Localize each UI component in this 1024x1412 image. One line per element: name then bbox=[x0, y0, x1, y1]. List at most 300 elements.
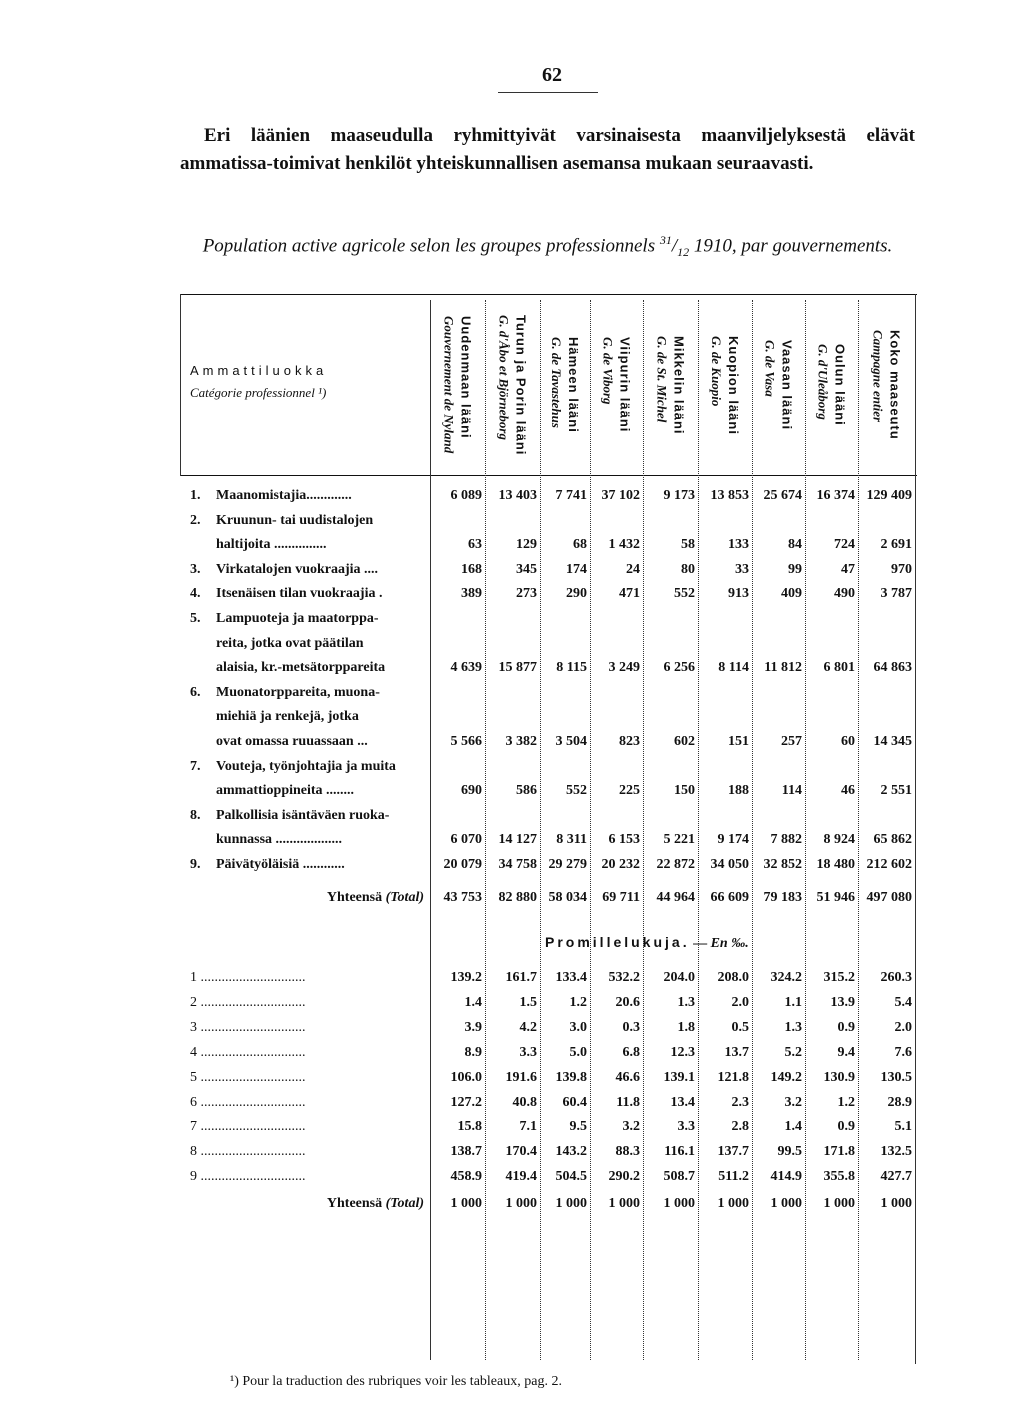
table-cell: 69 711 bbox=[602, 890, 640, 905]
table-cell: 345 bbox=[516, 561, 537, 577]
column-header-fi: Uudenmaan lääni bbox=[458, 316, 474, 440]
row-number: 7. bbox=[190, 758, 201, 774]
table-cell: 15 877 bbox=[498, 660, 537, 676]
table-row bbox=[0, 484, 1024, 508]
table-cell: 139.2 bbox=[450, 970, 482, 985]
table-cell: 290.2 bbox=[608, 1169, 640, 1185]
row-number: 5. bbox=[190, 611, 201, 626]
table-cell: 3 787 bbox=[880, 586, 912, 602]
table-cell: 724 bbox=[834, 537, 855, 553]
table-cell: 66 609 bbox=[710, 890, 749, 905]
row-label: Palkollisia isäntäväen ruoka- bbox=[216, 807, 390, 823]
row-number: 8. bbox=[190, 807, 201, 823]
table-cell: 6.8 bbox=[622, 1044, 640, 1060]
title-french-sup: 31 bbox=[659, 233, 672, 247]
table-cell: 8 114 bbox=[718, 660, 749, 676]
category-header-fr: Catégorie professionnel ¹) bbox=[190, 385, 327, 400]
column-header-2 bbox=[485, 300, 540, 470]
promille-row bbox=[0, 1041, 1024, 1065]
table-cell: 132.5 bbox=[880, 1144, 912, 1160]
row-label: Kruunun- tai uudistalojen bbox=[216, 512, 374, 528]
table-cell: 552 bbox=[674, 586, 695, 602]
table-cell: 68 bbox=[573, 537, 587, 553]
column-header-fr: G. de Kuopio bbox=[709, 335, 724, 406]
table-cell: 7.1 bbox=[519, 1119, 537, 1135]
column-header-fi: Vaasan lääni bbox=[779, 339, 795, 431]
table-row bbox=[0, 828, 1024, 852]
table-cell: 1 000 bbox=[880, 1196, 912, 1211]
table-cell: 99 bbox=[788, 561, 802, 577]
table-cell: 586 bbox=[516, 783, 537, 799]
table-cell: 4 639 bbox=[450, 660, 482, 676]
table-cell: 191.6 bbox=[505, 1069, 537, 1085]
table-cell: 20 232 bbox=[601, 857, 640, 872]
table-cell: 257 bbox=[781, 734, 802, 749]
table-cell: 4.2 bbox=[519, 1019, 537, 1035]
table-cell: 130.9 bbox=[823, 1069, 855, 1085]
table-cell: 1.4 bbox=[464, 994, 482, 1010]
table-cell: 3.3 bbox=[677, 1119, 695, 1135]
row-label: ammattioppineita ........ bbox=[216, 783, 355, 799]
column-header-text bbox=[441, 316, 475, 453]
row-number: 4. bbox=[190, 586, 201, 602]
table-cell: 14 127 bbox=[498, 832, 537, 848]
table-row-continuation bbox=[0, 681, 1024, 705]
table-cell: 34 758 bbox=[498, 857, 537, 872]
table-cell: 133 bbox=[728, 537, 749, 553]
promille-row-label: 2 .............................. bbox=[190, 994, 306, 1010]
promille-row-label: 9 .............................. bbox=[190, 1169, 306, 1185]
table-cell: 913 bbox=[728, 586, 749, 602]
table-cell: 143.2 bbox=[555, 1144, 587, 1160]
table-cell: 58 034 bbox=[548, 890, 587, 905]
table-cell: 9 174 bbox=[717, 832, 749, 848]
table-cell: 2 691 bbox=[880, 537, 912, 553]
table-cell: 22 872 bbox=[656, 857, 695, 872]
table-cell: 3 249 bbox=[608, 660, 640, 676]
table-cell: 82 880 bbox=[498, 890, 537, 905]
row-number: 6. bbox=[190, 684, 201, 700]
table-cell: 149.2 bbox=[770, 1069, 802, 1085]
column-header-text bbox=[654, 336, 688, 435]
table-cell: 114 bbox=[781, 783, 802, 799]
table-cell: 15.8 bbox=[457, 1119, 482, 1135]
column-header-4 bbox=[590, 300, 643, 470]
table-cell: 5.1 bbox=[894, 1119, 912, 1135]
table-row-continuation bbox=[0, 755, 1024, 779]
table-cell: 13 853 bbox=[710, 488, 749, 503]
table-cell: 504.5 bbox=[555, 1169, 587, 1185]
total-label-fr: (Total) bbox=[385, 890, 424, 905]
table-cell: 8 924 bbox=[823, 832, 855, 848]
column-header-fi: Viipurin lääni bbox=[617, 337, 633, 433]
promille-row-label: 4 .............................. bbox=[190, 1044, 306, 1060]
table-cell: 106.0 bbox=[450, 1069, 482, 1085]
table-cell: 2.0 bbox=[894, 1019, 912, 1035]
table-cell: 139.8 bbox=[555, 1069, 587, 1085]
table-row bbox=[0, 779, 1024, 803]
column-header-fr: Campagne entier bbox=[870, 330, 886, 423]
table-row bbox=[0, 730, 1024, 754]
table-cell: 409 bbox=[781, 586, 802, 602]
table-cell: 11 812 bbox=[764, 660, 802, 676]
table-cell: 1 000 bbox=[770, 1196, 802, 1211]
table-cell: 13.4 bbox=[670, 1094, 695, 1110]
table-cell: 5 221 bbox=[663, 832, 695, 848]
table-cell: 18 480 bbox=[816, 857, 855, 872]
promille-row bbox=[0, 1066, 1024, 1090]
row-number: 1. bbox=[190, 488, 201, 503]
table-cell: 40.8 bbox=[512, 1094, 537, 1110]
row-label: Muonatorppareita, muona- bbox=[216, 684, 380, 700]
column-header-text bbox=[600, 337, 634, 432]
table-top-rule bbox=[180, 294, 917, 295]
total-label-fi: Yhteensä bbox=[326, 890, 383, 905]
row-label: Itsenäisen tilan vuokraajia . bbox=[216, 586, 383, 602]
table-cell: 1.5 bbox=[519, 994, 537, 1010]
row-number: 3. bbox=[190, 561, 201, 577]
table-cell: 427.7 bbox=[880, 1169, 912, 1185]
title-french-sub: 12 bbox=[677, 245, 690, 260]
table-cell: 532.2 bbox=[608, 970, 640, 985]
table-cell: 161.7 bbox=[505, 970, 537, 985]
promille-title-fr: En ‰. bbox=[710, 936, 749, 951]
table-cell: 11.8 bbox=[616, 1094, 640, 1110]
table-cell: 490 bbox=[834, 586, 855, 602]
table-cell: 28.9 bbox=[887, 1094, 912, 1110]
table-cell: 130.5 bbox=[880, 1069, 912, 1085]
table-cell: 32 852 bbox=[763, 857, 802, 872]
table-row bbox=[0, 558, 1024, 582]
promille-title bbox=[545, 934, 749, 952]
column-header-text bbox=[548, 337, 582, 433]
table-cell: 6 089 bbox=[450, 488, 482, 503]
table-cell: 58 bbox=[681, 537, 695, 553]
row-label: reita, jotka ovat päätilan bbox=[216, 635, 364, 651]
table-cell: 5.2 bbox=[784, 1044, 802, 1060]
table-cell: 1.2 bbox=[569, 994, 587, 1010]
table-cell: 7 741 bbox=[555, 488, 587, 503]
table-cell: 970 bbox=[891, 561, 912, 577]
table-cell: 127.2 bbox=[450, 1094, 482, 1110]
column-header-text bbox=[762, 340, 796, 430]
table-cell: 414.9 bbox=[770, 1169, 802, 1185]
table-cell: 46.6 bbox=[615, 1069, 640, 1085]
table-cell: 34 050 bbox=[710, 857, 749, 872]
table-cell: 602 bbox=[674, 734, 695, 749]
table-cell: 260.3 bbox=[880, 970, 912, 985]
table-cell: 13.7 bbox=[724, 1044, 749, 1060]
table-cell: 170.4 bbox=[505, 1144, 537, 1160]
row-label: Vouteja, työnjohtajia ja muita bbox=[216, 758, 396, 774]
table-cell: 37 102 bbox=[601, 488, 640, 503]
table-cell: 80 bbox=[681, 561, 695, 577]
table-cell: 9 173 bbox=[663, 488, 695, 503]
page-number-rule bbox=[498, 92, 598, 93]
column-header-7 bbox=[752, 300, 805, 470]
total-row bbox=[0, 886, 1024, 910]
column-header-fi: Oulun lääni bbox=[832, 344, 848, 426]
table-cell: 2.8 bbox=[731, 1119, 749, 1135]
category-header-fi: Ammattiluokka bbox=[190, 363, 328, 378]
page-number: 62 bbox=[542, 64, 562, 86]
table-cell: 511.2 bbox=[718, 1169, 749, 1185]
table-cell: 12.3 bbox=[670, 1044, 695, 1060]
table-left-border bbox=[180, 294, 181, 476]
table-cell: 1.2 bbox=[837, 1094, 855, 1110]
promille-row bbox=[0, 1115, 1024, 1139]
table-cell: 129 bbox=[516, 537, 537, 553]
table-cell: 419.4 bbox=[505, 1169, 537, 1185]
table-cell: 2 551 bbox=[880, 783, 912, 799]
table-cell: 1 000 bbox=[823, 1196, 855, 1211]
row-label: miehiä ja renkejä, jotka bbox=[216, 709, 359, 725]
table-cell: 3 504 bbox=[555, 734, 587, 749]
table-cell: 20.6 bbox=[615, 994, 640, 1010]
table-cell: 355.8 bbox=[823, 1169, 855, 1185]
column-header-fr: Gouvernement de Nyland bbox=[441, 316, 457, 454]
table-cell: 471 bbox=[619, 586, 640, 602]
table-cell: 3.2 bbox=[622, 1119, 640, 1135]
table-cell: 44 964 bbox=[656, 890, 695, 905]
column-header-6 bbox=[698, 300, 752, 470]
table-cell: 458.9 bbox=[450, 1169, 482, 1185]
table-cell: 3.2 bbox=[784, 1094, 802, 1110]
table-cell: 8.9 bbox=[464, 1044, 482, 1060]
table-cell: 3 382 bbox=[505, 734, 537, 749]
table-cell: 5.4 bbox=[894, 994, 912, 1010]
table-cell: 508.7 bbox=[663, 1169, 695, 1185]
table-cell: 139.1 bbox=[663, 1069, 695, 1085]
table-cell: 7 882 bbox=[770, 832, 802, 848]
column-header-fr: G. de St. Michel bbox=[654, 335, 670, 423]
table-row-continuation bbox=[0, 804, 1024, 828]
row-label: haltijoita ............... bbox=[216, 537, 327, 553]
table-cell: 150 bbox=[674, 783, 695, 799]
column-header-fr: G. de Vasa bbox=[762, 339, 778, 397]
row-number: 9. bbox=[190, 857, 201, 872]
table-cell: 8 115 bbox=[556, 660, 587, 676]
total-label bbox=[206, 886, 424, 910]
table-cell: 88.3 bbox=[615, 1144, 640, 1160]
table-cell: 315.2 bbox=[823, 970, 855, 985]
column-header-fi: Mikkelin lääni bbox=[671, 335, 687, 435]
promille-row-label: 8 .............................. bbox=[190, 1144, 306, 1160]
table-cell: 121.8 bbox=[717, 1069, 749, 1085]
table-cell: 188 bbox=[728, 783, 749, 799]
table-cell: 33 bbox=[735, 561, 749, 577]
table-cell: 324.2 bbox=[770, 970, 802, 985]
table-cell: 6 070 bbox=[450, 832, 482, 848]
promille-row bbox=[0, 1165, 1024, 1189]
promille-total-label-fr: (Total) bbox=[385, 1196, 424, 1211]
table-row-continuation bbox=[0, 705, 1024, 729]
promille-row bbox=[0, 1016, 1024, 1040]
table-cell: 389 bbox=[461, 586, 482, 602]
title-french-part2: 1910, par gouvernements. bbox=[693, 235, 893, 257]
table-row bbox=[0, 656, 1024, 680]
table-cell: 0.5 bbox=[731, 1019, 749, 1035]
table-cell: 1 000 bbox=[505, 1196, 537, 1211]
row-label: alaisia, kr.-metsätorppareita bbox=[216, 660, 386, 676]
table-cell: 171.8 bbox=[823, 1144, 855, 1160]
table-cell: 6 801 bbox=[823, 660, 855, 676]
promille-total-row bbox=[0, 1192, 1024, 1216]
table-cell: 65 862 bbox=[873, 832, 912, 848]
table-row-continuation bbox=[0, 607, 1024, 631]
title-french-part1: Population active agricole selon les groupes professionnels bbox=[202, 235, 656, 257]
table-row bbox=[0, 533, 1024, 557]
table-cell: 225 bbox=[619, 783, 640, 799]
table-cell: 3.9 bbox=[464, 1019, 482, 1035]
column-header-fr: G. de Viborg bbox=[600, 337, 616, 405]
table-row bbox=[0, 853, 1024, 877]
table-cell: 99.5 bbox=[777, 1144, 802, 1160]
footnote: ¹) Pour la traduction des rubriques voir les tableaux, pag. 2. bbox=[230, 1374, 562, 1389]
table-cell: 204.0 bbox=[663, 970, 695, 985]
title-finnish: Eri läänien maaseudulla ryhmittyivät varsinaisesta maanviljelyksestä elävät ammatissa-toimivat henkilöt yhteiskunnallisen asemansa mukaan seuraavasti. bbox=[180, 125, 915, 174]
promille-separator: — bbox=[693, 936, 708, 951]
table-cell: 1.1 bbox=[784, 994, 802, 1010]
table-cell: 212 602 bbox=[866, 857, 912, 872]
column-header-fi: Koko maaseutu bbox=[887, 330, 903, 440]
column-header-text bbox=[496, 315, 530, 455]
column-header-9 bbox=[858, 300, 915, 470]
column-header-fi: Hämeen lääni bbox=[566, 337, 581, 433]
table-cell: 1 000 bbox=[608, 1196, 640, 1211]
table-cell: 1.4 bbox=[784, 1119, 802, 1135]
table-cell: 16 374 bbox=[816, 488, 855, 503]
table-cell: 151 bbox=[728, 734, 749, 749]
promille-row-label: 7 .............................. bbox=[190, 1119, 306, 1135]
table-cell: 1 000 bbox=[717, 1196, 749, 1211]
table-cell: 1 432 bbox=[608, 537, 640, 553]
table-cell: 2.0 bbox=[731, 994, 749, 1010]
table-cell: 138.7 bbox=[450, 1144, 482, 1160]
promille-title-fi: Promillelukuja. bbox=[545, 934, 690, 950]
table-row-continuation bbox=[0, 632, 1024, 656]
column-header-fr: G. d'Åbo et Björneborg bbox=[496, 314, 512, 440]
table-cell: 1 000 bbox=[450, 1196, 482, 1211]
table-cell: 3.3 bbox=[519, 1044, 537, 1060]
row-label: kunnassa ................... bbox=[216, 832, 343, 848]
table-cell: 79 183 bbox=[763, 890, 802, 905]
column-header-fi: Turun ja Porin lääni bbox=[513, 314, 529, 456]
table-cell: 1.8 bbox=[677, 1019, 695, 1035]
table-cell: 63 bbox=[468, 537, 482, 553]
table-cell: 0.9 bbox=[837, 1019, 855, 1035]
row-label: Päivätyöläisiä ............ bbox=[216, 857, 345, 872]
table-cell: 116.1 bbox=[664, 1144, 695, 1160]
table-cell: 24 bbox=[626, 561, 640, 577]
table-cell: 690 bbox=[461, 783, 482, 799]
promille-row-label: 3 .............................. bbox=[190, 1019, 306, 1035]
table-cell: 25 674 bbox=[763, 488, 802, 503]
table-cell: 7.6 bbox=[894, 1044, 912, 1060]
table-cell: 3.0 bbox=[569, 1019, 587, 1035]
table-cell: 823 bbox=[619, 734, 640, 749]
table-cell: 29 279 bbox=[548, 857, 587, 872]
table-cell: 6 256 bbox=[663, 660, 695, 676]
table-cell: 129 409 bbox=[866, 488, 912, 503]
table-cell: 137.7 bbox=[717, 1144, 749, 1160]
promille-total-label bbox=[206, 1192, 424, 1216]
category-header bbox=[190, 360, 430, 404]
table-cell: 64 863 bbox=[873, 660, 912, 676]
column-header-fr: G. de Tavastehus bbox=[549, 337, 564, 428]
promille-total-label-fi: Yhteensä bbox=[326, 1196, 383, 1211]
column-header-1 bbox=[430, 300, 485, 470]
table-row-continuation bbox=[0, 509, 1024, 533]
row-label: Virkatalojen vuokraajia .... bbox=[216, 561, 379, 577]
table-cell: 0.3 bbox=[622, 1019, 640, 1035]
table-cell: 0.9 bbox=[837, 1119, 855, 1135]
column-header-3 bbox=[540, 300, 590, 470]
table-cell: 84 bbox=[788, 537, 802, 553]
table-cell: 20 079 bbox=[443, 857, 482, 872]
table-cell: 168 bbox=[461, 561, 482, 577]
title-french: Population active agricole selon les groupes professionnels $^{31}/_{12}$ 1910, par gouvernements. bbox=[202, 233, 893, 260]
table-cell: 1 000 bbox=[663, 1196, 695, 1211]
table-cell: 5.0 bbox=[569, 1044, 587, 1060]
column-header-5 bbox=[643, 300, 698, 470]
column-header-text bbox=[708, 336, 742, 435]
column-header-8 bbox=[805, 300, 858, 470]
table-cell: 51 946 bbox=[816, 890, 855, 905]
table-cell: 9.4 bbox=[837, 1044, 855, 1060]
promille-row-label: 6 .............................. bbox=[190, 1094, 306, 1110]
promille-row bbox=[0, 991, 1024, 1015]
table-cell: 14 345 bbox=[873, 734, 912, 749]
table-cell: 13.9 bbox=[830, 994, 855, 1010]
table-cell: 47 bbox=[841, 561, 855, 577]
row-label: ovat omassa ruuassaan ... bbox=[216, 734, 368, 749]
promille-row bbox=[0, 1140, 1024, 1164]
table-cell: 174 bbox=[566, 561, 587, 577]
table-cell: 552 bbox=[566, 783, 587, 799]
table-cell: 8 311 bbox=[556, 832, 587, 848]
promille-row bbox=[0, 966, 1024, 990]
promille-row-label: 5 .............................. bbox=[190, 1069, 306, 1085]
table-cell: 1.3 bbox=[677, 994, 695, 1010]
row-label: Lampuoteja ja maatorppa- bbox=[216, 611, 379, 626]
table-cell: 1 000 bbox=[555, 1196, 587, 1211]
column-header-fi: Kuopion lääni bbox=[726, 335, 741, 435]
table-header-rule bbox=[180, 475, 917, 476]
table-cell: 60 bbox=[841, 734, 855, 749]
table-cell: 208.0 bbox=[717, 970, 749, 985]
table-cell: 1.3 bbox=[784, 1019, 802, 1035]
column-header-fr: G. d'Uleåborg bbox=[815, 344, 831, 420]
row-label: Maanomistajia............. bbox=[216, 488, 352, 503]
table-row bbox=[0, 582, 1024, 606]
table-cell: 43 753 bbox=[443, 890, 482, 905]
table-cell: 13 403 bbox=[498, 488, 537, 503]
promille-row bbox=[0, 1091, 1024, 1115]
table-cell: 60.4 bbox=[562, 1094, 587, 1110]
table-cell: 497 080 bbox=[866, 890, 912, 905]
table-cell: 133.4 bbox=[555, 970, 587, 985]
table-cell: 290 bbox=[566, 586, 587, 602]
table-cell: 6 153 bbox=[608, 832, 640, 848]
column-header-text bbox=[815, 344, 849, 426]
table-cell: 46 bbox=[841, 783, 855, 799]
row-number: 2. bbox=[190, 512, 201, 528]
promille-row-label: 1 .............................. bbox=[190, 970, 306, 985]
table-cell: 5 566 bbox=[450, 734, 482, 749]
table-cell: 273 bbox=[516, 586, 537, 602]
table-cell: 9.5 bbox=[569, 1119, 587, 1135]
